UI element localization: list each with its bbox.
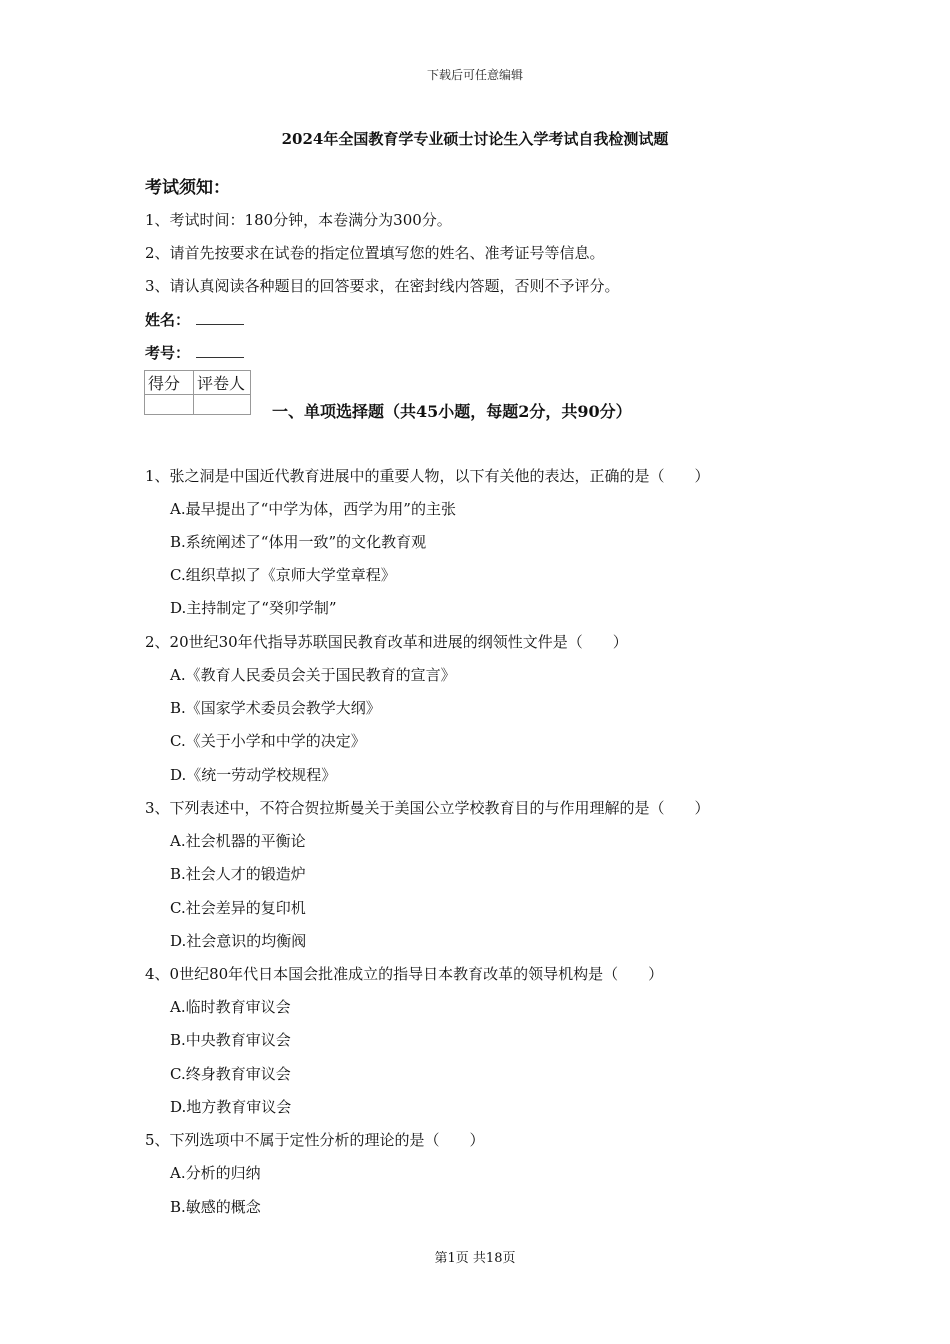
question-1: 1、张之洞是中国近代教育进展中的重要人物，以下有关他的表达，正确的是（ ）: [145, 467, 710, 485]
question-2: 2、20世纪30年代指导苏联国民教育改革和进展的纲领性文件是（ ）: [145, 633, 628, 651]
option-1a: A.最早提出了“中学为体，西学为用”的主张: [170, 500, 456, 518]
option-5b: B.敏感的概念: [170, 1198, 261, 1216]
id-blank: [196, 343, 244, 358]
option-2d: D.《统一劳动学校规程》: [170, 766, 337, 784]
notice-item: 2、请首先按要求在试卷的指定位置填写您的姓名、准考证号等信息。: [145, 244, 605, 262]
option-1d: D.主持制定了“癸卯学制”: [170, 599, 337, 617]
question-3: 3、下列表述中，不符合贺拉斯曼关于美国公立学校教育目的与作用理解的是（ ）: [145, 799, 710, 817]
page-footer: 第1页 共18页: [434, 1251, 516, 1266]
notice-heading: 考试须知：: [145, 178, 230, 198]
name-label: 姓名：: [145, 311, 191, 329]
option-1b: B.系统阐述了“体用一致”的文化教育观: [170, 533, 427, 551]
question-4: 4、0世纪80年代日本国会批准成立的指导日本教育改革的领导机构是（ ）: [145, 965, 664, 983]
name-blank: [196, 310, 244, 325]
option-4a: A.临时教育审议会: [170, 998, 291, 1016]
question-5: 5、下列选项中不属于定性分析的理论的是（ ）: [145, 1131, 485, 1149]
option-4c: C.终身教育审议会: [170, 1065, 291, 1083]
option-4d: D.地方教育审议会: [170, 1098, 292, 1116]
score-cell: [145, 395, 194, 415]
score-header: 得分: [145, 371, 194, 395]
document-title: 2024年全国教育学专业硕士讨论生入学考试自我检测试题: [281, 130, 669, 148]
option-2b: B.《国家学术委员会教学大纲》: [170, 699, 381, 717]
notice-item: 3、请认真阅读各种题目的回答要求，在密封线内答题，否则不予评分。: [145, 277, 620, 295]
option-3b: B.社会人才的锻造炉: [170, 865, 306, 883]
option-4b: B.中央教育审议会: [170, 1031, 291, 1049]
id-field: [145, 342, 244, 363]
score-table: [144, 370, 251, 415]
option-2a: A.《教育人民委员会关于国民教育的宣言》: [170, 666, 456, 684]
header-note: 下载后可任意编辑: [426, 68, 523, 82]
option-1c: C.组织草拟了《京师大学堂章程》: [170, 566, 396, 584]
grader-header: 评卷人: [194, 371, 251, 395]
option-5a: A.分析的归纳: [170, 1164, 261, 1182]
option-3a: A.社会机器的平衡论: [170, 832, 306, 850]
id-label: 考号：: [145, 344, 191, 362]
grader-cell: [194, 395, 251, 415]
option-3c: C.社会差异的复印机: [170, 899, 306, 917]
name-field: [145, 309, 244, 330]
option-3d: D.社会意识的均衡阀: [170, 932, 307, 950]
option-2c: C.《关于小学和中学的决定》: [170, 732, 366, 750]
section-heading: 一、单项选择题（共45小题，每题2分，共90分）: [272, 402, 632, 421]
notice-item: 1、考试时间：180分钟，本卷满分为300分。: [145, 211, 452, 229]
